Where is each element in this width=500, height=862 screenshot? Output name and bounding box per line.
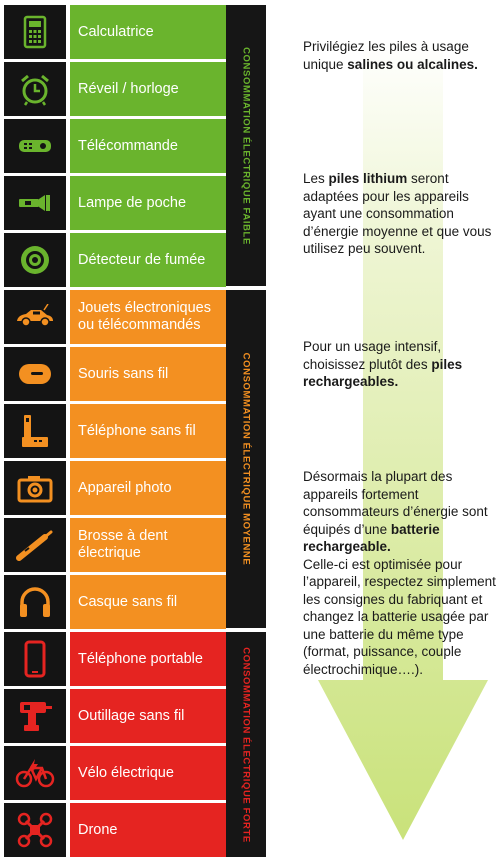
list-item <box>0 746 226 800</box>
remote-control-icon <box>4 119 66 173</box>
advice-bold: batterie rechargeable. <box>303 521 440 554</box>
headphones-icon <box>4 575 66 629</box>
list-item <box>0 404 226 458</box>
list-item <box>0 233 226 287</box>
smoke-detector-icon <box>4 233 66 287</box>
advice-text: Pour un usage intensif, choisissez plutôt des <box>303 339 445 372</box>
advice-lithium <box>303 170 499 258</box>
advice-rechargeable <box>303 338 499 391</box>
list-item <box>0 518 226 572</box>
drone-icon <box>4 803 66 857</box>
device-label: Casque sans fil <box>70 575 226 629</box>
advice-text: Désormais la plupart des appareils fortement consommateurs d’énergie sont équipés d’une <box>303 469 496 537</box>
mouse-icon <box>4 347 66 401</box>
toy-car-icon <box>4 290 66 344</box>
device-label: Détecteur de fumée <box>70 233 226 287</box>
category-label: CONSOMMATION ÉLECTRIQUE MOYENNE <box>240 352 252 566</box>
category-label: CONSOMMATION ÉLECTRIQUE FORTE <box>240 646 252 843</box>
list-item <box>0 689 226 743</box>
device-label: Vélo électrique <box>70 746 226 800</box>
device-label: Souris sans fil <box>70 347 226 401</box>
device-label: Appareil photo <box>70 461 226 515</box>
device-label: Drone <box>70 803 226 857</box>
category-band-forte <box>226 632 266 857</box>
list-item <box>0 176 226 230</box>
advice-single-use <box>303 38 499 73</box>
advice-text: Privilégiez les piles à usage unique <box>303 39 473 72</box>
list-item <box>0 461 226 515</box>
toothbrush-icon <box>4 518 66 572</box>
device-label: Téléphone sans fil <box>70 404 226 458</box>
device-label: Jouets électroniques ou télécommandés <box>70 290 226 344</box>
advice-text: seront adaptées pour les appareils ayant une consommation d’énergie moyenne et que vous utilisez peu souvent. <box>303 171 496 256</box>
flashlight-icon <box>4 176 66 230</box>
calculator-icon <box>4 5 66 59</box>
drill-icon <box>4 689 66 743</box>
device-label: Lampe de poche <box>70 176 226 230</box>
advice-bold: salines ou alcalines. <box>347 56 478 72</box>
mobile-phone-icon <box>4 632 66 686</box>
list-item <box>0 347 226 401</box>
device-label: Téléphone portable <box>70 632 226 686</box>
category-band-faible <box>226 5 266 286</box>
list-item <box>0 632 226 686</box>
device-label: Brosse à dent électrique <box>70 518 226 572</box>
camera-icon <box>4 461 66 515</box>
device-label: Calculatrice <box>70 5 226 59</box>
list-item <box>0 803 226 857</box>
list-item <box>0 5 226 59</box>
category-band-moyenne <box>226 290 266 628</box>
list-item <box>0 575 226 629</box>
alarm-clock-icon <box>4 62 66 116</box>
advice-bold: piles lithium <box>328 171 408 186</box>
device-label: Télécommande <box>70 119 226 173</box>
list-item <box>0 62 226 116</box>
gradient-arrow <box>318 40 488 840</box>
device-label: Réveil / horloge <box>70 62 226 116</box>
list-item <box>0 119 226 173</box>
category-label: CONSOMMATION ÉLECTRIQUE FAIBLE <box>240 46 252 245</box>
list-item <box>0 290 226 344</box>
advice-text: Celle-ci est optimisée pour l’appareil, respectez simplement les consignes du fabriquant et changez la batterie usagée par une batterie du même type (format, puissance, couple électrochimique….). <box>303 556 496 677</box>
cordless-phone-icon <box>4 404 66 458</box>
ebike-icon <box>4 746 66 800</box>
device-label: Outillage sans fil <box>70 689 226 743</box>
advice-battery <box>303 468 499 678</box>
advice-text: Les <box>303 171 329 186</box>
advice-bold: piles rechargeables. <box>303 356 463 389</box>
